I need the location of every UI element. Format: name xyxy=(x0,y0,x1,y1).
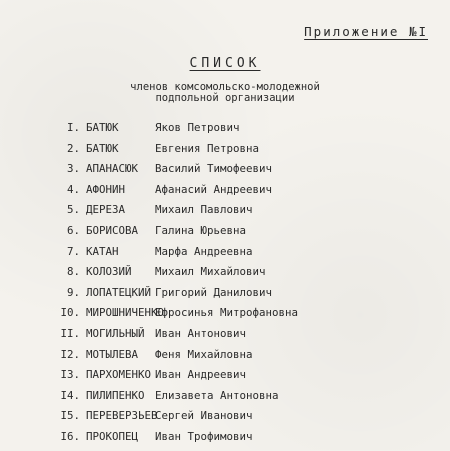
list-item xyxy=(0,348,450,369)
list-item xyxy=(0,286,450,307)
item-number: 7. xyxy=(66,244,80,258)
member-surname: МОГИЛЬНЫЙ xyxy=(86,326,145,340)
member-given-name: Ефросинья Митрофановна xyxy=(155,306,299,320)
member-given-name: Григорий Данилович xyxy=(155,285,273,299)
item-number: 9. xyxy=(66,285,80,299)
member-given-name: Иван Андреевич xyxy=(155,368,247,382)
member-list xyxy=(0,121,450,451)
member-surname: АФОНИН xyxy=(86,182,126,196)
member-given-name: Феня Михайловна xyxy=(155,347,253,361)
item-number: I0. xyxy=(60,306,80,320)
item-number: 2. xyxy=(66,141,80,155)
member-surname: ДЕРЕЗА xyxy=(86,203,126,217)
list-item xyxy=(0,368,450,389)
member-surname: КАТАН xyxy=(86,244,119,258)
item-number: 8. xyxy=(66,265,80,279)
member-given-name: Афанасий Андреевич xyxy=(155,182,273,196)
list-item xyxy=(0,142,450,163)
item-number: I4. xyxy=(60,388,80,402)
list-item xyxy=(0,162,450,183)
member-surname: ЛОПАТЕЦКИЙ xyxy=(86,285,152,299)
subtitle-line-1: членов комсомольско-молодежной xyxy=(130,81,320,93)
list-item xyxy=(0,306,450,327)
member-surname: БАТЮК xyxy=(86,121,119,134)
item-number: I5. xyxy=(60,409,80,423)
member-surname: МИРОШНИЧЕНКО xyxy=(86,306,165,320)
appendix-label: Приложение №I xyxy=(304,24,428,39)
member-given-name: Евгения Петровна xyxy=(155,141,260,155)
list-item xyxy=(0,409,450,430)
list-item xyxy=(0,327,450,348)
item-number: I3. xyxy=(60,368,80,382)
member-surname: БОРИСОВА xyxy=(86,223,139,237)
member-given-name: Сергей Иванович xyxy=(155,409,253,423)
item-number: I. xyxy=(66,121,80,134)
subtitle-line-2: подпольной организации xyxy=(155,92,295,104)
list-item xyxy=(0,183,450,204)
list-item xyxy=(0,265,450,286)
member-given-name: Василий Тимофеевич xyxy=(155,162,273,176)
member-given-name: Иван Трофимович xyxy=(155,429,253,443)
item-number: II. xyxy=(60,326,80,340)
member-surname: МОТЫЛЕВА xyxy=(86,347,139,361)
item-number: 5. xyxy=(66,203,80,217)
list-item xyxy=(0,430,450,451)
list-item xyxy=(0,389,450,410)
member-surname: ПАРХОМЕНКО xyxy=(86,368,152,382)
document-title: СПИСОК xyxy=(189,56,261,71)
member-surname: ПРОКОПЕЦ xyxy=(86,429,139,443)
item-number: 4. xyxy=(66,182,80,196)
item-number: I2. xyxy=(60,347,80,361)
member-surname: АПАНАСЮК xyxy=(86,162,139,176)
item-number: 3. xyxy=(66,162,80,176)
member-given-name: Марфа Андреевна xyxy=(155,244,253,258)
member-surname: ПЕРЕВЕРЗЬЕВ xyxy=(86,409,158,423)
member-given-name: Иван Антонович xyxy=(155,326,247,340)
list-item xyxy=(0,245,450,266)
list-item xyxy=(0,121,450,142)
member-given-name: Михаил Михайлович xyxy=(155,265,266,279)
document-subtitle xyxy=(0,82,450,104)
list-item xyxy=(0,203,450,224)
member-given-name: Елизавета Антоновна xyxy=(155,388,279,402)
member-given-name: Михаил Павлович xyxy=(155,203,253,217)
member-surname: КОЛОЗИЙ xyxy=(86,265,132,279)
member-surname: ПИЛИПЕНКО xyxy=(86,388,145,402)
member-given-name: Галина Юрьевна xyxy=(155,223,247,237)
list-item xyxy=(0,224,450,245)
member-surname: БАТЮК xyxy=(86,141,119,155)
member-given-name: Яков Петрович xyxy=(155,121,240,134)
item-number: I6. xyxy=(60,429,80,443)
item-number: 6. xyxy=(66,223,80,237)
